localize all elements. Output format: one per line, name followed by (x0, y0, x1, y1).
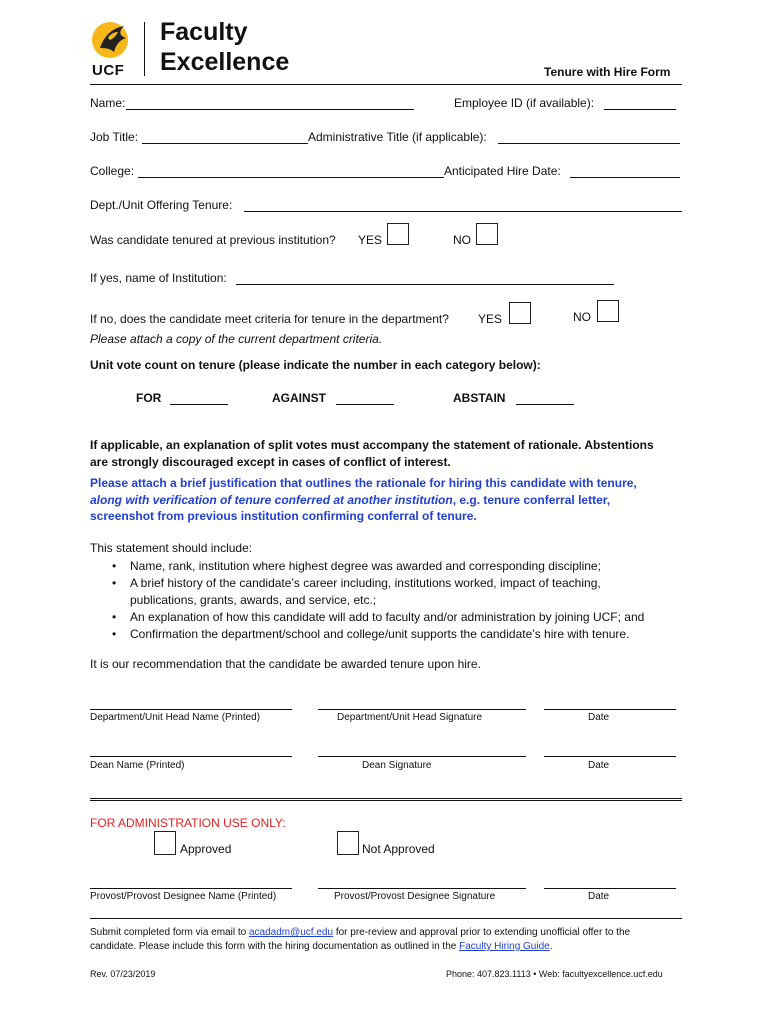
line2-pre: candidate. Please include this form with the hiring documentation as outlined in the (90, 941, 457, 952)
dean-sig-line[interactable] (318, 756, 526, 757)
employee-id-field[interactable] (604, 109, 676, 110)
previous-tenure-no-label: NO (453, 233, 471, 247)
dept-head-name-label: Department/Unit Head Name (Printed) (90, 712, 261, 723)
split-note-line1: If applicable, an explanation of split votes must accompany the statement of rationale. Abstentions (90, 438, 654, 452)
institution-name-field[interactable] (236, 284, 614, 285)
dept-head-sig-label: Department/Unit Head Signature (337, 712, 483, 723)
submit-post: for pre-review and approval prior to extending unofficial offer to the (335, 927, 631, 938)
previous-tenure-yes-checkbox[interactable] (387, 223, 409, 245)
hire-date-label: Anticipated Hire Date: (444, 164, 561, 178)
name-label: Name: (90, 96, 126, 110)
contact-info: Phone: 407.823.1113 • Web: facultyexcellence.ucf.edu (446, 969, 663, 979)
college-label: College: (90, 164, 135, 178)
submit-instructions-line2 (90, 941, 553, 952)
line2-post: . (549, 941, 553, 952)
submit-instructions-line1 (90, 927, 630, 938)
vote-for-label: FOR (136, 391, 162, 405)
criteria-no-checkbox[interactable] (597, 300, 619, 322)
dept-unit-field[interactable] (244, 211, 682, 212)
provost-date-label: Date (588, 891, 610, 902)
form-title: Tenure with Hire Form (544, 65, 671, 79)
provost-date-line[interactable] (544, 888, 676, 889)
dept-unit-label: Dept./Unit Offering Tenure: (90, 198, 233, 212)
name-field[interactable] (126, 109, 414, 110)
dept-head-sig-line[interactable] (318, 709, 526, 710)
ucf-wordmark: UCF (92, 62, 125, 79)
not-approved-checkbox[interactable] (337, 831, 359, 855)
college-field[interactable] (138, 177, 444, 178)
previous-tenure-question: Was candidate tenured at previous institution? (90, 233, 336, 247)
vote-heading: Unit vote count on tenure (please indicate the number in each category below): (90, 358, 541, 372)
header-title-line1: Faculty (160, 18, 248, 46)
header-title-line2: Excellence (160, 48, 290, 76)
provost-name-line[interactable] (90, 888, 292, 889)
list-item: • Name, rank, institution where highest degree was awarded and corresponding discipline; (108, 558, 644, 575)
criteria-no-label: NO (573, 310, 591, 324)
justification-line2-rest: , e.g. tenure conferral letter, (452, 493, 611, 507)
dean-name-label: Dean Name (Printed) (90, 760, 185, 771)
previous-tenure-yes-label: YES (358, 233, 383, 247)
job-title-field[interactable] (142, 143, 308, 144)
statement-intro: This statement should include: (90, 541, 253, 555)
approved-label: Approved (180, 842, 232, 856)
institution-name-label: If yes, name of Institution: (90, 271, 227, 285)
job-title-label: Job Title: (90, 130, 139, 144)
provost-sig-line[interactable] (318, 888, 526, 889)
employee-id-label: Employee ID (if available): (454, 96, 595, 110)
pegasus-logo-icon (90, 18, 134, 62)
justification-line1: Please attach a brief justification that outlines the rationale for hiring this candidate with tenure, (90, 476, 637, 490)
vote-abstain-field[interactable] (516, 404, 574, 405)
admin-title-field[interactable] (498, 143, 680, 144)
provost-sig-label: Provost/Provost Designee Signature (334, 891, 496, 902)
admin-title-label: Administrative Title (if applicable): (308, 130, 487, 144)
admin-section-rule (90, 798, 682, 801)
criteria-note: Please attach a copy of the current department criteria. (90, 332, 383, 346)
recommendation-text: It is our recommendation that the candidate be awarded tenure upon hire. (90, 657, 481, 671)
dept-head-date-label: Date (588, 712, 610, 723)
split-note-line2: are strongly discouraged except in cases of conflict of interest. (90, 455, 451, 469)
justification-line2 (90, 493, 610, 507)
revision-date: Rev. 07/23/2019 (90, 969, 156, 979)
approved-checkbox[interactable] (154, 831, 176, 855)
submit-pre: Submit completed form via email to (90, 927, 247, 938)
provost-name-label: Provost/Provost Designee Name (Printed) (90, 891, 277, 902)
criteria-yes-label: YES (478, 312, 503, 326)
statement-list (108, 558, 644, 643)
email-link[interactable]: acadadm@ucf.edu (248, 927, 334, 938)
vote-against-field[interactable] (336, 404, 394, 405)
criteria-yes-checkbox[interactable] (509, 302, 531, 324)
admin-heading: FOR ADMINISTRATION USE ONLY: (90, 816, 286, 830)
list-item: • An explanation of how this candidate will add to faculty and/or administration by joining UCF; and (108, 609, 644, 626)
dept-head-date-line[interactable] (544, 709, 676, 710)
dean-date-label: Date (588, 760, 610, 771)
vote-abstain-label: ABSTAIN (453, 391, 506, 405)
previous-tenure-no-checkbox[interactable] (476, 223, 498, 245)
list-item: • Confirmation the department/school and college/unit supports the candidate’s hire with tenure. (108, 626, 644, 643)
faculty-hiring-guide-link[interactable]: Faculty Hiring Guide (459, 941, 550, 952)
justification-line2-italic: along with verification of tenure conferred at another institution (90, 493, 453, 507)
not-approved-label: Not Approved (362, 842, 435, 856)
header-divider (144, 22, 145, 76)
dean-name-line[interactable] (90, 756, 292, 757)
criteria-question: If no, does the candidate meet criteria for tenure in the department? (90, 312, 449, 326)
header-rule (90, 84, 682, 85)
vote-for-field[interactable] (170, 404, 228, 405)
dept-head-name-line[interactable] (90, 709, 292, 710)
dean-sig-label: Dean Signature (362, 760, 432, 771)
footer-rule (90, 918, 682, 919)
ucf-logo (90, 18, 134, 78)
justification-line3: screenshot from previous institution confirming conferral of tenure. (90, 509, 477, 523)
hire-date-field[interactable] (570, 177, 680, 178)
vote-against-label: AGAINST (272, 391, 326, 405)
list-item: • A brief history of the candidate’s career including, institutions worked, impact of teaching, publications, grants, awards, and service, etc.; (108, 575, 644, 609)
dean-date-line[interactable] (544, 756, 676, 757)
